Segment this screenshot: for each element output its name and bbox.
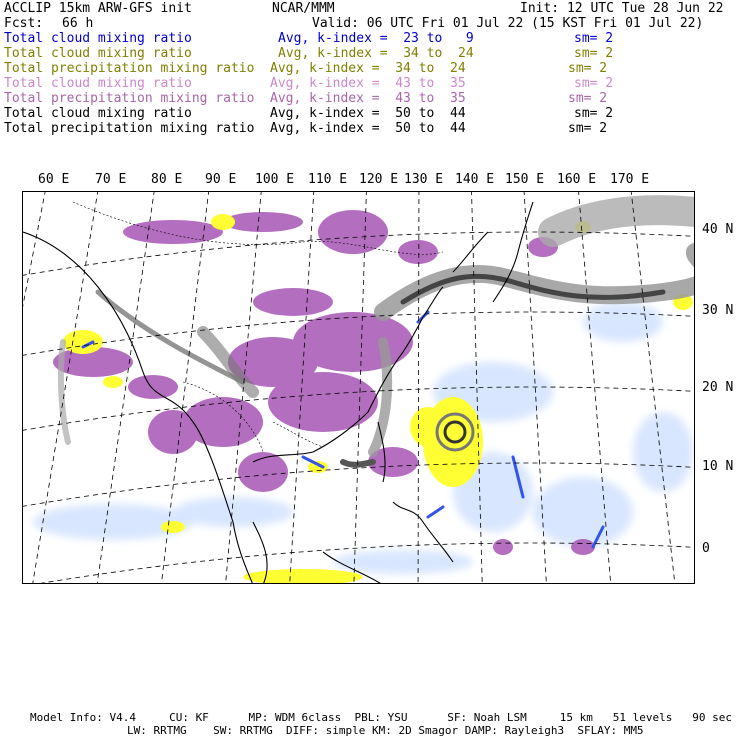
field-name: Total precipitation mixing ratio (4, 121, 255, 136)
longitude-label: 100 E (255, 172, 295, 187)
field-name: Total cloud mixing ratio (4, 46, 192, 61)
field-smoothing: sm= 2 (574, 76, 614, 91)
field-avg: Avg, k-index = 50 to 44 (270, 121, 466, 136)
meridian-line (629, 192, 678, 584)
forecast-hour: 66 h (62, 16, 94, 31)
model-info-line2: LW: RRTMG SW: RRTMG DIFF: simple KM: 2D Smagor DAMP: Rayleigh3 SFLAY: MM5 (127, 724, 644, 737)
latitude-label: 10 N (702, 459, 734, 474)
longitude-label: 130 E (404, 172, 444, 187)
field-avg: Avg, k-index = 34 to 24 (278, 46, 474, 61)
longitude-label: 140 E (455, 172, 495, 187)
longitude-label: 110 E (308, 172, 348, 187)
field-name: Total cloud mixing ratio (4, 31, 192, 46)
longitude-label: 70 E (95, 172, 127, 187)
latitude-label: 40 N (702, 222, 734, 237)
field-avg: Avg, k-index = 43 to 35 (270, 91, 466, 106)
field-smoothing: sm= 2 (568, 61, 608, 76)
center-label: NCAR/MMM (272, 1, 335, 16)
field-smoothing: sm= 2 (574, 46, 614, 61)
field-smoothing: sm= 2 (574, 31, 614, 46)
longitude-label: 80 E (151, 172, 183, 187)
field-name: Total cloud mixing ratio (4, 76, 192, 91)
map-panel (22, 191, 695, 584)
model-title: ACCLIP 15km ARW-GFS init (4, 1, 192, 16)
longitude-label: 170 E (610, 172, 650, 187)
latitude-label: 20 N (702, 380, 734, 395)
field-smoothing: sm= 2 (574, 106, 614, 121)
latitude-label: 0 (702, 541, 710, 556)
field-avg: Avg, k-index = 23 to 9 (278, 31, 474, 46)
model-info-line1: Model Info: V4.4 CU: KF MP: WDM 6class PBL: YSU SF: Noah LSM 15 km 51 levels 90 sec (30, 711, 732, 724)
field-name: Total precipitation mixing ratio (4, 91, 255, 106)
field-smoothing: sm= 2 (568, 91, 608, 106)
field-avg: Avg, k-index = 34 to 24 (270, 61, 466, 76)
field-avg: Avg, k-index = 43 to 35 (270, 76, 466, 91)
init-time: Init: 12 UTC Tue 28 Jun 22 (520, 1, 724, 16)
longitude-label: 60 E (38, 172, 70, 187)
map-canvas (23, 192, 695, 584)
field-name: Total cloud mixing ratio (4, 106, 192, 121)
longitude-label: 120 E (359, 172, 399, 187)
field-smoothing: sm= 2 (568, 121, 608, 136)
field-avg: Avg, k-index = 50 to 44 (270, 106, 466, 121)
latitude-label: 30 N (702, 303, 734, 318)
longitude-label: 150 E (505, 172, 545, 187)
longitude-label: 90 E (205, 172, 237, 187)
field-name: Total precipitation mixing ratio (4, 61, 255, 76)
forecast-label: Fcst: (4, 16, 44, 31)
longitude-label: 160 E (557, 172, 597, 187)
valid-time: Valid: 06 UTC Fri 01 Jul 22 (15 KST Fri 01 Jul 22) (312, 16, 704, 31)
